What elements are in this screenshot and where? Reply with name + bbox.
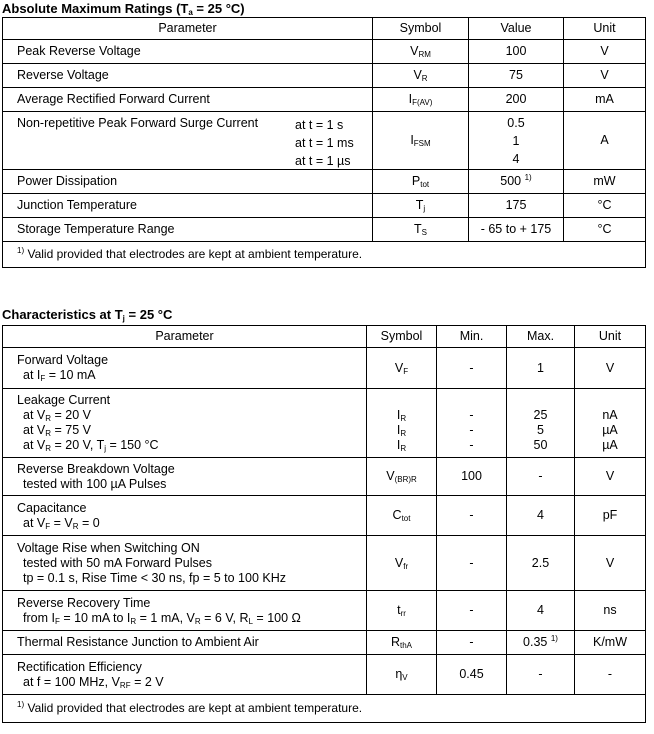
param-condition: tested with 50 mA Forward Pulses	[23, 555, 212, 570]
value-cell: 175	[469, 194, 564, 218]
surge-condition: at t = 1 s	[295, 118, 344, 132]
param-cell: Reverse Voltage	[3, 64, 373, 88]
param-name: Capacitance	[17, 500, 87, 515]
value-cell: - 65 to + 175	[469, 218, 564, 242]
param-condition: at $V_R = 20$ V	[23, 408, 91, 423]
amr-header-symbol: Symbol	[373, 18, 469, 40]
unit-cell: -	[575, 655, 646, 695]
param-cell: Power Dissipation	[3, 170, 373, 194]
unit-cell: V	[575, 458, 646, 496]
unit-cell: A	[564, 112, 646, 170]
amr-table	[2, 17, 646, 268]
unit-cell: nA µA µA	[575, 389, 646, 458]
param-cell: Peak Reverse Voltage	[3, 40, 373, 64]
max-cell: 4	[507, 496, 575, 536]
char-header-row	[3, 326, 646, 348]
symbol-cell: $I_{F(AV)}$	[373, 88, 469, 112]
amr-header-value: Value	[469, 18, 564, 40]
symbol-cell: $T_j$	[373, 194, 469, 218]
max-cell: 1	[507, 348, 575, 389]
char-header-unit: Unit	[575, 326, 646, 348]
table-row	[3, 348, 646, 389]
param-condition: at $I_F = 10$ mA	[23, 368, 96, 383]
param-condition: at f = 100 MHz, $V_{RF} = 2$ V	[23, 674, 164, 690]
min-cell: -	[437, 591, 507, 631]
max-cell: 25 5 50	[507, 389, 575, 458]
table-row	[3, 631, 646, 655]
footnote-row	[3, 242, 646, 268]
symbol-cell: $V_{fr}$	[367, 536, 437, 591]
param-cell	[3, 458, 367, 496]
param-cell	[3, 112, 373, 170]
param-condition: tested with 100 µA Pulses	[23, 476, 167, 491]
symbol-cell: $\eta_V$	[367, 655, 437, 695]
max-cell: 2.5	[507, 536, 575, 591]
surge-value: 0.5	[507, 115, 525, 130]
param-cell: Average Rectified Forward Current	[3, 88, 373, 112]
param-cell	[3, 389, 367, 458]
unit-cell: °C	[564, 218, 646, 242]
amr-header-unit: Unit	[564, 18, 646, 40]
min-cell: 100	[437, 458, 507, 496]
param-condition: from $I_F = 10$ mA to $I_R = 1$ mA, $V_R = 6$ V, $R_L = 100$ Ω	[23, 610, 301, 626]
table-row	[3, 591, 646, 631]
value-cell: 75	[469, 64, 564, 88]
unit-cell: mA	[564, 88, 646, 112]
char-title: Characteristics at $T_j = 25$ °C	[2, 307, 173, 323]
char-header-parameter: Parameter	[3, 326, 367, 348]
table-row	[3, 194, 646, 218]
value-cell: 100	[469, 40, 564, 64]
unit-cell: °C	[564, 194, 646, 218]
char-header-min: Min.	[437, 326, 507, 348]
table-row	[3, 218, 646, 242]
table-row	[3, 170, 646, 194]
symbol-cell: $V_F$	[367, 348, 437, 389]
param-condition: at $V_F = V_R = 0$	[23, 515, 100, 531]
symbol-cell: $P_{tot}$	[373, 170, 469, 194]
footnote: $^{1)}$ Valid provided that electrodes are kept at ambient temperature.	[3, 695, 646, 723]
unit-cell: mW	[564, 170, 646, 194]
param-cell: Storage Temperature Range	[3, 218, 373, 242]
unit-cell: V	[564, 40, 646, 64]
symbol-cell: $I_R$ $I_R$ $I_R$	[367, 389, 437, 458]
table-row	[3, 389, 646, 458]
symbol-cell: $V_{(BR)R}$	[367, 458, 437, 496]
param-cell	[3, 655, 367, 695]
param-condition: tp = 0.1 s, Rise Time < 30 ns, fp = 5 to 100 KHz	[23, 570, 286, 585]
table-row	[3, 496, 646, 536]
surge-value: 4	[512, 151, 520, 166]
unit-cell: V	[564, 64, 646, 88]
param-condition: at $V_R = 75$ V	[23, 423, 91, 438]
amr-header-parameter: Parameter	[3, 18, 373, 40]
surge-condition: at t = 1 µs	[295, 154, 351, 168]
min-cell: -	[437, 536, 507, 591]
min-cell: -	[437, 348, 507, 389]
param-cell: Junction Temperature	[3, 194, 373, 218]
unit-cell: pF	[575, 496, 646, 536]
min-cell: -	[437, 496, 507, 536]
char-header-max: Max.	[507, 326, 575, 348]
surge-value: 1	[512, 133, 520, 148]
max-cell: 0.35 $^{1)}$	[507, 631, 575, 655]
param-name: Rectification Efficiency	[17, 659, 142, 674]
amr-header-row	[3, 18, 646, 40]
param-name: Voltage Rise when Switching ON	[17, 540, 200, 555]
value-cell	[469, 112, 564, 170]
footnote: $^{1)}$ Valid provided that electrodes are kept at ambient temperature.	[3, 242, 646, 268]
table-row	[3, 536, 646, 591]
max-cell: -	[507, 655, 575, 695]
param-cell	[3, 591, 367, 631]
param-name: Reverse Breakdown Voltage	[17, 461, 175, 476]
symbol-cell: $I_{FSM}$	[373, 112, 469, 170]
param-cell	[3, 348, 367, 389]
min-cell: - - -	[437, 389, 507, 458]
table-row	[3, 655, 646, 695]
param-condition: at $V_R = 20$ V, $T_j = 150$ °C	[23, 438, 159, 453]
unit-cell: V	[575, 348, 646, 389]
surge-condition: at t = 1 ms	[295, 136, 354, 150]
surge-param-label: Non-repetitive Peak Forward Surge Current	[17, 116, 259, 130]
symbol-cell: $C_{tot}$	[367, 496, 437, 536]
char-header-symbol: Symbol	[367, 326, 437, 348]
min-cell: -	[437, 631, 507, 655]
table-row	[3, 40, 646, 64]
symbol-cell: $t_{rr}$	[367, 591, 437, 631]
param-cell	[3, 536, 367, 591]
table-row	[3, 112, 646, 170]
symbol-cell: $R_{thA}$	[367, 631, 437, 655]
symbol-cell: $T_S$	[373, 218, 469, 242]
amr-title: Absolute Maximum Ratings ($T_a = 25$ °C)	[2, 1, 245, 17]
unit-cell: K/mW	[575, 631, 646, 655]
symbol-cell: $V_{RM}$	[373, 40, 469, 64]
footnote-row	[3, 695, 646, 723]
characteristics-table	[2, 325, 646, 723]
min-cell: 0.45	[437, 655, 507, 695]
param-name: Leakage Current	[17, 393, 111, 407]
param-cell	[3, 496, 367, 536]
value-cell: 500 $^{1)}$	[469, 170, 564, 194]
unit-cell: V	[575, 536, 646, 591]
unit-cell: ns	[575, 591, 646, 631]
table-row	[3, 458, 646, 496]
param-name: Reverse Recovery Time	[17, 595, 151, 610]
max-cell: -	[507, 458, 575, 496]
param-cell: Thermal Resistance Junction to Ambient Air	[3, 631, 367, 655]
symbol-cell: $V_R$	[373, 64, 469, 88]
value-cell: 200	[469, 88, 564, 112]
table-row	[3, 88, 646, 112]
max-cell: 4	[507, 591, 575, 631]
param-name: Forward Voltage	[17, 353, 109, 367]
table-row	[3, 64, 646, 88]
